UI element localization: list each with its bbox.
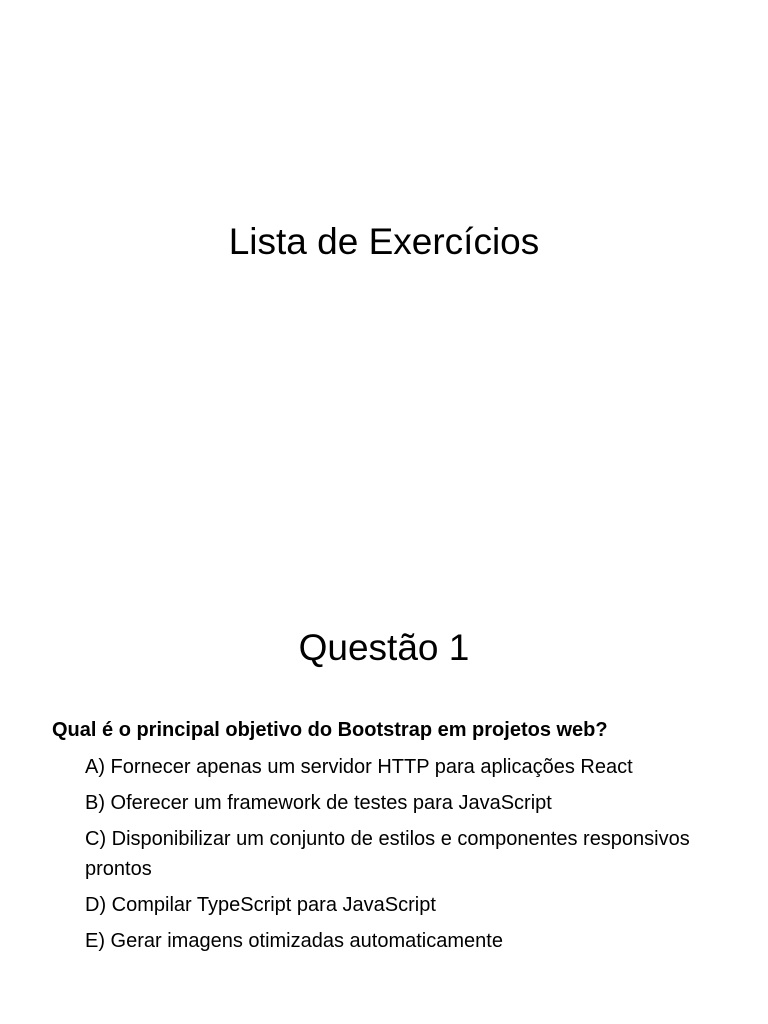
- question-text: Qual é o principal objetivo do Bootstrap em projetos web?: [52, 719, 608, 741]
- slide-title-heading: Lista de Exercícios: [228, 221, 540, 262]
- option-d: D) Compilar TypeScript para JavaScript: [85, 894, 436, 916]
- option-b: B) Oferecer um framework de testes para JavaScript: [85, 792, 552, 814]
- option-e: E) Gerar imagens otimizadas automaticamente: [85, 930, 503, 952]
- option-a: A) Fornecer apenas um servidor HTTP para aplicações React: [85, 756, 633, 778]
- question-heading: Questão 1: [298, 627, 470, 668]
- answer-options-list: [85, 752, 735, 962]
- slide-question-1: [0, 512, 768, 1024]
- option-c: C) Disponibilizar um conjunto de estilos e componentes responsivos prontos: [85, 828, 690, 880]
